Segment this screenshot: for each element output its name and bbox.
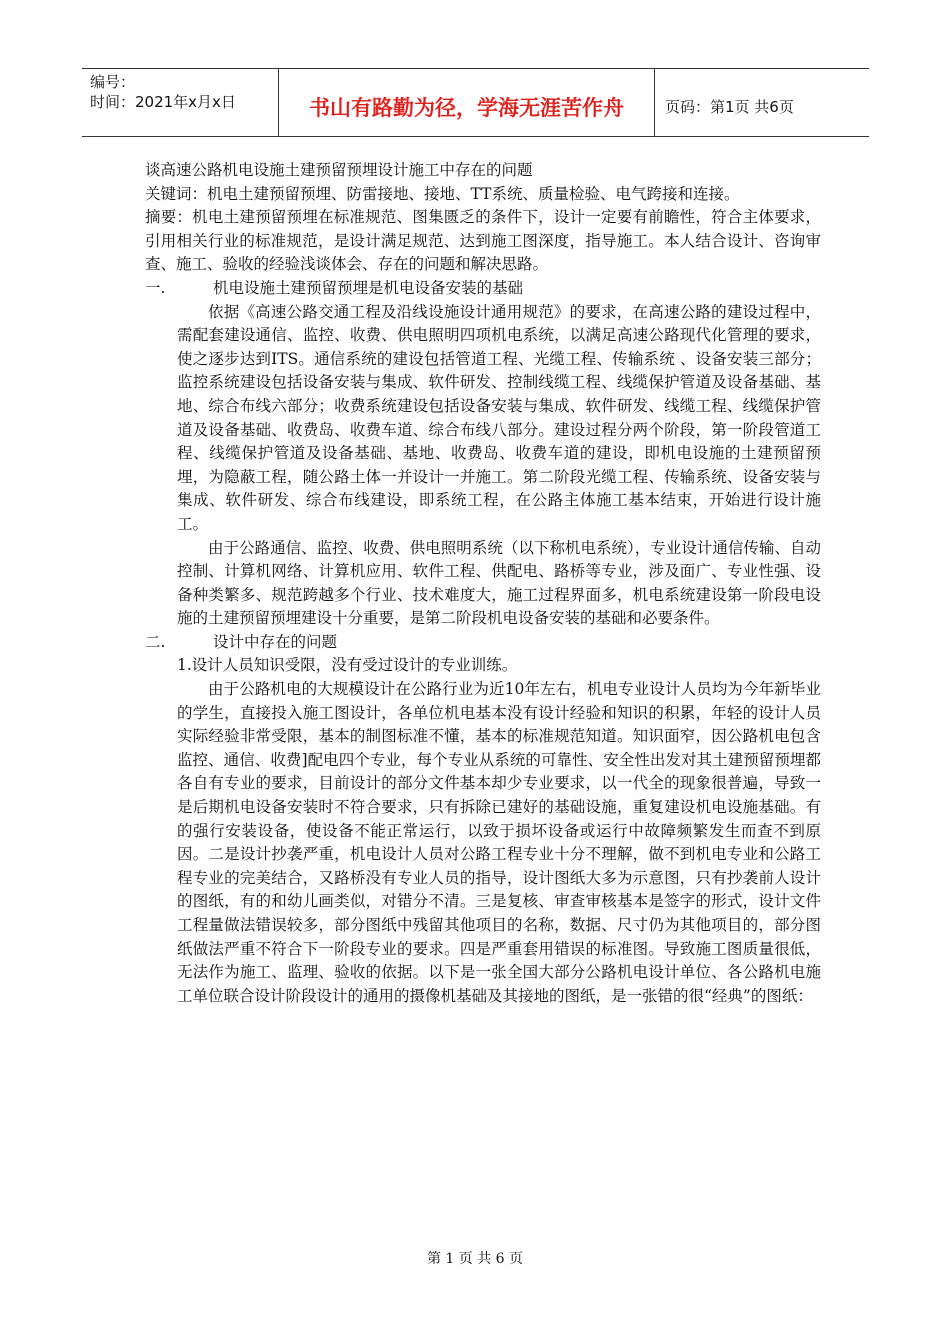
keywords: 关键词：机电土建预留预埋、防雷接地、接地、TT系统、质量检验、电气跨接和连接。 [145,184,740,203]
section-heading-2 [145,631,821,655]
section-title-1: 机电设施土建预留预埋是机电设备安装的基础 [213,278,524,297]
section-heading-1 [145,277,821,301]
time-label: 时间：2021年x月x日 [90,93,236,111]
subsection-1: 1.设计人员知识受限，没有受过设计的专业训练。 [177,656,518,675]
page-footer: 第 1 页 共 6 页 [426,1251,524,1267]
number-label: 编号： [90,73,136,91]
document-body [145,159,821,1008]
section-title-2: 设计中存在的问题 [213,632,338,651]
section-number-1: 一. [145,278,166,297]
header-page-label: 页码：第1页 共6页 [665,98,794,116]
paragraph-1: 依据《高速公路交通工程及沿线设施设计通用规范》的要求，在高速公路的建设过程中，需配套建设通信、监控、收费、供电照明四项机电系统，以满足高速公路现代化管理的要求，使之逐步达到ITS。通信系统的建设包括管道工程、光缆工程、传输系统 、设备安装三部分；监控系统建设包括设备安装与集成、软件研发、控制线缆工程、线缆保护管道及设备基础、基地、综合布线六部分；收费系统建设包括设备安装与集成、软件研发、线缆工程、线缆保护管道及设备基础、收费岛、收费车道、综合布线八部分。建设过程分两个阶段，第一阶段管道工程、线缆保护管道及设备基础、基地、收费岛、收费车道的建设，即机电设施的土建预留预埋，为隐蔽工程，随公路土体一并设计一并施工。第二阶段光缆工程、传输系统、设备安装与集成、软件研发、综合布线建设，即系统工程，在公路主体施工基本结束，开始进行设计施工。 [177,302,821,533]
section-number-2: 二. [145,632,166,651]
header-meta [82,69,278,136]
header-motto: 书山有路勤为径，学海无涯苦作舟 [278,69,655,136]
page-header [82,68,869,137]
paragraph-3: 由于公路机电的大规模设计在公路行业为近10年左右，机电专业设计人员均为今年新毕业的学生，直接投入施工图设计，各单位机电基本没有设计经验和知识的积累，年轻的设计人员实际经验非常受限，基本的制图标准不懂，基本的标准规范知道。知识面窄，因公路机电包含监控、通信、收费]配电四个专业，每个专业从系统的可靠性、安全性出发对其土建预留预埋都各自有专业的要求，目前设计的部分文件基本却少专业要求，以一代全的现象很普遍，导致一是后期机电设备安装时不符合要求，只有拆除已建好的基础设施，重复建设机电设施基础。有的强行安装设备，使设备不能正常运行，以致于损坏设备或运行中故障频繁发生而查不到原因。二是设计抄袭严重，机电设计人员对公路工程专业十分不理解，做不到机电专业和公路工程专业的完美结合，又路桥没有专业人员的指导，设计图纸大多为示意图，只有抄袭前人设计的图纸，有的和幼儿画类似，对错分不清。三是复核、审查审核基本是签字的形式，设计文件工程量做法错误较多，部分图纸中残留其他项目的名称，数据、尺寸仍为其他项目的，部分图纸做法严重不符合下一阶段专业的要求。四是严重套用错误的标准图。导致施工图质量很低，无法作为施工、监理、验收的依据。以下是一张全国大部分公路机电设计单位、各公路机电施工单位联合设计阶段设计的通用的摄像机基础及其接地的图纸，是一张错的很“经典”的图纸： [177,680,821,1005]
document-title: 谈高速公路机电设施土建预留预埋设计施工中存在的问题 [145,161,533,179]
abstract: 摘要：机电土建预留预埋在标准规范、图集匮乏的条件下，设计一定要有前瞻性，符合主体要求，引用相关行业的标准规范，是设计满足规范、达到施工图深度，指导施工。本人结合设计、咨询审查、施工、验收的经验浅谈体会、存在的问题和解决思路。 [145,208,821,274]
paragraph-2: 由于公路通信、监控、收费、供电照明系统（以下称机电系统），专业设计通信传输、自动控制、计算机网络、计算机应用、软件工程、供配电、路桥等专业，涉及面广、专业性强、设备种类繁多、规范跨越多个行业、技术难度大，施工过程界面多，机电系统建设第一阶段电设施的土建预留预埋建设十分重要，是第二阶段机电设备安装的基础和必要条件。 [177,538,821,628]
